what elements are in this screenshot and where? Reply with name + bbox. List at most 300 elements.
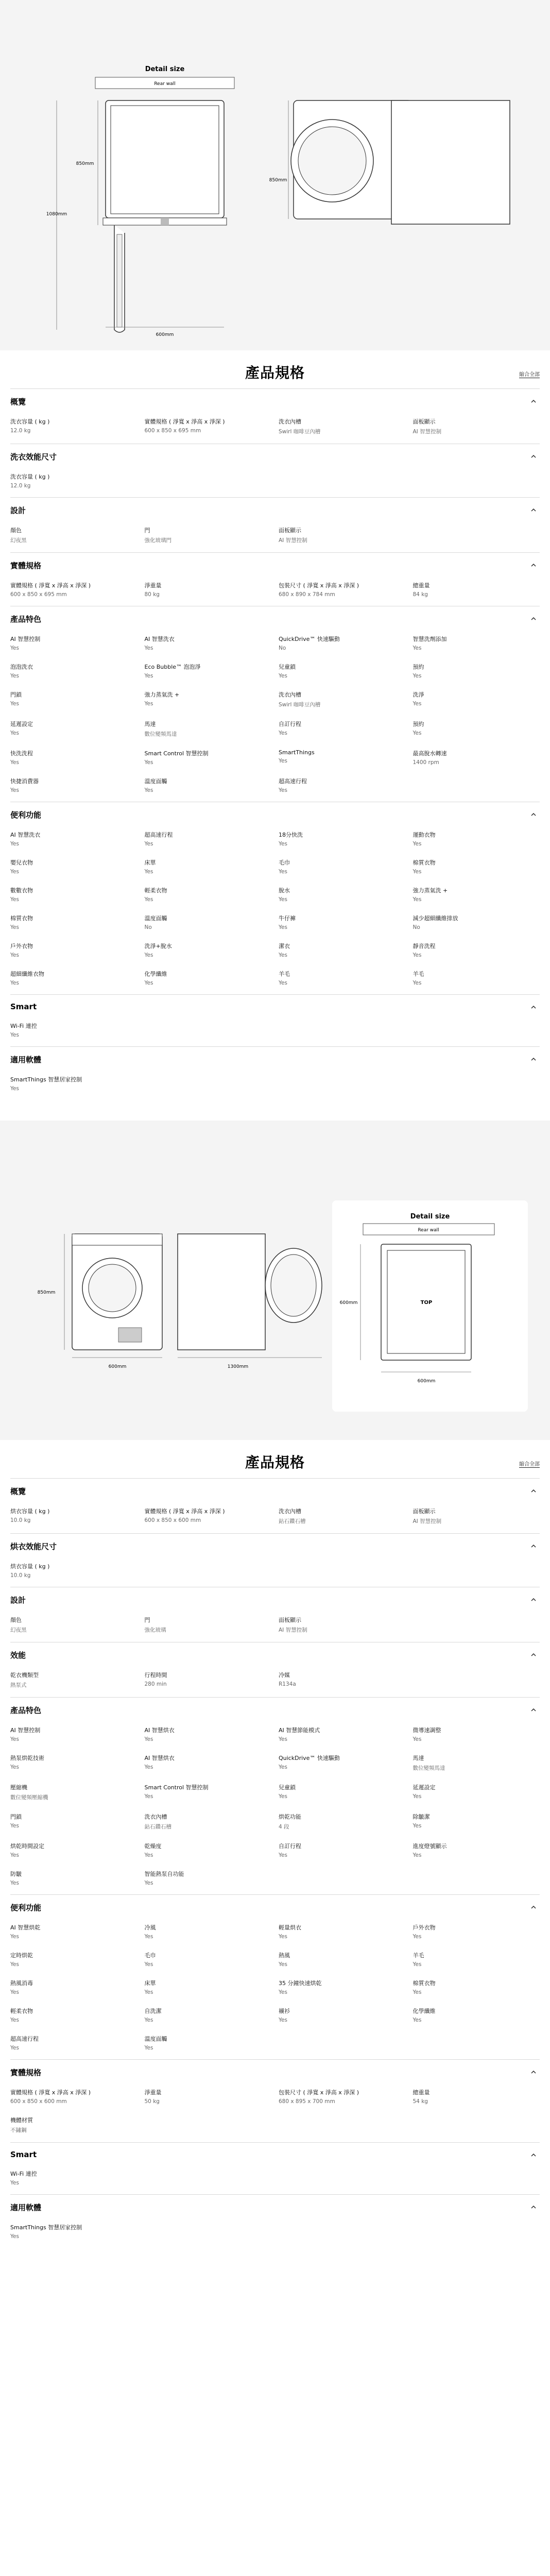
spec-item-label: 烘乾時間設定 xyxy=(10,1843,44,1850)
spec-item-value: Yes xyxy=(413,2017,422,2023)
spec-item-label: 機體材質 xyxy=(10,2117,33,2124)
washer-top-inner xyxy=(111,106,219,214)
section-title[interactable]: 產品特色 xyxy=(10,1706,42,1715)
section-title[interactable]: Smart xyxy=(10,2150,37,2159)
spec-item-label: 輕柔衣物 xyxy=(10,2008,33,2014)
chevron-up-icon[interactable] xyxy=(530,1543,537,1549)
spec-section xyxy=(10,552,540,606)
section-title[interactable]: 設計 xyxy=(10,506,26,515)
spec-item xyxy=(10,2223,138,2240)
spec-item-label: 延遲設定 xyxy=(10,721,33,727)
spec-item-label: 牛仔褲 xyxy=(279,915,296,922)
spec-item-value: Yes xyxy=(413,952,422,958)
spec-item xyxy=(279,749,406,766)
spec-item-value: 600 x 850 x 695 mm xyxy=(10,591,67,598)
spec-item xyxy=(413,1923,540,1940)
spec-item-label: 棉質衣物 xyxy=(413,859,436,866)
spec-item-label: Smart Control 智慧控制 xyxy=(144,1784,209,1791)
spec-item-value: 80 kg xyxy=(144,591,160,598)
spec-item-label: 洗衣容量 ( kg ) xyxy=(10,473,50,480)
spec-item-value: Yes xyxy=(10,1823,19,1829)
spec-item-label: 自洗潔 xyxy=(144,2008,162,2014)
spec-item-label: 床單 xyxy=(144,1980,156,1987)
spec-item-value: Yes xyxy=(279,924,287,930)
spec-section xyxy=(10,994,540,1046)
spec-item-value: 數位變頻馬達 xyxy=(413,1765,445,1771)
spec-item-value: Yes xyxy=(144,1852,153,1858)
spec-item-label: 馬達 xyxy=(413,1755,424,1761)
spec-item-value: AI 智慧控制 xyxy=(413,429,442,435)
spec-item-value: Yes xyxy=(279,952,287,958)
spec-item xyxy=(413,1979,540,1995)
spec-item-label: 戶外衣物 xyxy=(10,943,33,950)
section-title[interactable]: Smart xyxy=(10,1002,37,1011)
spec-item-value: Yes xyxy=(144,2045,153,2051)
spec-item-value: Yes xyxy=(144,1880,153,1886)
spec-item xyxy=(10,914,138,930)
spec-item xyxy=(279,663,406,679)
spec-item-label: 靜音洗程 xyxy=(413,943,436,950)
spec-item-value: 600 x 850 x 695 mm xyxy=(144,428,201,434)
spec-item-label: 乾衣機類型 xyxy=(10,1672,39,1679)
washer-door-glass xyxy=(117,234,122,327)
spec-section xyxy=(10,1046,540,1100)
dryer-detail-width-label: 600mm xyxy=(417,1379,436,1384)
chevron-up-icon[interactable] xyxy=(530,1707,537,1713)
spec-item-label: 烘衣容量 ( kg ) xyxy=(10,1508,50,1515)
spec-item-value: Yes xyxy=(10,1961,19,1968)
spec-grid xyxy=(10,581,540,598)
spec-item-value: Yes xyxy=(144,1793,153,1800)
dryer-dimension-diagram xyxy=(0,1121,550,1440)
chevron-up-icon[interactable] xyxy=(530,1652,537,1658)
spec-item xyxy=(10,1870,138,1886)
spec-item xyxy=(279,1783,406,1801)
spec-section xyxy=(10,2194,540,2248)
washer-hinge xyxy=(161,218,169,225)
spec-item-value: Yes xyxy=(413,730,422,736)
spec-item xyxy=(10,1754,138,1772)
spec-item xyxy=(10,942,138,958)
spec-item-value: 54 kg xyxy=(413,2098,428,2105)
spec-item-value: Yes xyxy=(10,869,19,875)
spec-item-label: 毛巾 xyxy=(279,859,290,866)
spec-sections-2 xyxy=(0,1478,550,2248)
spec-item-label: 面板顯示 xyxy=(279,527,301,534)
spec-item xyxy=(413,581,540,598)
spec-item-label: 運動衣物 xyxy=(413,832,436,838)
spec-grid xyxy=(10,635,540,793)
spec-item-label: 預約 xyxy=(413,664,424,670)
washer-diagram-svg xyxy=(0,0,550,350)
spec-item xyxy=(145,1812,272,1831)
spec-item-label: 行程時間 xyxy=(144,1672,167,1679)
spec-item-label: 顏色 xyxy=(10,527,22,534)
spec-item-label: 實體規格 ( 淨寬 x 淨高 x 淨深 ) xyxy=(144,418,225,425)
spec-item-label: 烘衣容量 ( kg ) xyxy=(10,1563,50,1570)
spec-item xyxy=(279,886,406,903)
spec-item xyxy=(413,635,540,651)
spec-item-label: AI 智慧烘衣 xyxy=(144,1755,175,1761)
spec-item-value: 12.0 kg xyxy=(10,483,31,489)
spec-item xyxy=(10,886,138,903)
spec-item-value: 數位變頻馬達 xyxy=(144,731,177,737)
spec-item-value: Yes xyxy=(279,869,287,875)
spec-item xyxy=(413,2007,540,2023)
spec-item-value: Yes xyxy=(10,1032,19,1038)
section-title[interactable]: 便利功能 xyxy=(10,810,42,820)
spec-item xyxy=(413,1951,540,1968)
spec-item-label: 熱泵烘乾技術 xyxy=(10,1755,44,1761)
chevron-up-icon[interactable] xyxy=(530,2069,537,2075)
spec-item-value: Yes xyxy=(413,701,422,707)
spec-item-label: 淨重量 xyxy=(144,582,162,589)
spec-item-label: 烘乾功能 xyxy=(279,1814,301,1820)
spec-item xyxy=(279,1507,406,1525)
dryer-door-dim-label: 600mm xyxy=(339,1300,358,1306)
dryer-rear-wall-label: Rear wall xyxy=(418,1228,439,1233)
spec-section xyxy=(10,2142,540,2194)
spec-item-value: Yes xyxy=(144,1989,153,1995)
dryer-open-door-glass xyxy=(271,1255,316,1316)
spec-item-label: 淨重量 xyxy=(144,2089,162,2096)
spec-item xyxy=(279,1671,406,1689)
spec-grid xyxy=(10,831,540,986)
spec-item xyxy=(10,526,138,544)
spec-item xyxy=(145,886,272,903)
spec-grid xyxy=(10,1923,540,2051)
spec-item xyxy=(413,1726,540,1742)
spec-item-label: Eco Bubble™ 泡泡淨 xyxy=(144,664,201,670)
spec-item-label: 顏色 xyxy=(10,1617,22,1623)
spec-item-value: Yes xyxy=(10,2180,19,2186)
spec-item xyxy=(279,720,406,738)
spec-item-label: 羊毛 xyxy=(413,971,424,977)
spec-section xyxy=(10,1587,540,1642)
spec-item xyxy=(279,1754,406,1772)
spec-item xyxy=(10,858,138,875)
spec-item xyxy=(279,1812,406,1831)
spec-item xyxy=(10,1923,138,1940)
spec-item-label: 冷媒 xyxy=(279,1672,290,1679)
spec-item-value: Yes xyxy=(10,924,19,930)
spec-item-label: 嬰兒衣物 xyxy=(10,859,33,866)
spec-item-value: No xyxy=(279,645,286,651)
spec-grid xyxy=(10,1671,540,1689)
spec-item-value: R134a xyxy=(279,1681,296,1687)
chevron-up-icon[interactable] xyxy=(530,1597,537,1603)
spec-item-label: 延遲設定 xyxy=(413,1784,436,1791)
spec-item-label: QuickDrive™ 快速驅動 xyxy=(279,636,340,642)
spec-grid xyxy=(10,526,540,544)
spec-block-dryer xyxy=(0,1440,550,2248)
section-title[interactable]: 產品特色 xyxy=(10,615,42,624)
section-title[interactable]: 烘衣效能尺寸 xyxy=(10,1542,57,1551)
spec-item-value: Yes xyxy=(144,1736,153,1742)
spec-item-value: Yes xyxy=(144,952,153,958)
washer-side-view-body xyxy=(391,100,510,224)
dryer-diagram-svg xyxy=(0,1121,550,1440)
spec-item xyxy=(279,858,406,875)
spec-grid xyxy=(10,472,540,489)
spec-item-value: Yes xyxy=(413,841,422,847)
spec-item xyxy=(10,2035,138,2051)
spec-item-value: Yes xyxy=(279,1764,287,1770)
spec-item xyxy=(145,831,272,847)
spec-item-label: 智慧洗劑添加 xyxy=(413,636,447,642)
spec-item xyxy=(10,1979,138,1995)
spec-item-value: Yes xyxy=(279,1961,287,1968)
spec-item-label: 防皺 xyxy=(10,1871,22,1877)
spec-item-value: Yes xyxy=(413,1823,422,1829)
spec-item-label: 羊毛 xyxy=(413,1952,424,1959)
spec-item-label: AI 智慧節能模式 xyxy=(279,1727,320,1734)
section-title[interactable]: 概覽 xyxy=(10,397,26,406)
rear-wall-label: Rear wall xyxy=(154,81,176,87)
spec-item-label: 超細纖維衣物 xyxy=(10,971,44,977)
spec-item xyxy=(145,1507,272,1525)
spec-item xyxy=(145,777,272,793)
section-title[interactable]: 實體規格 xyxy=(10,2068,42,2077)
spec-item-label: 包裝尺寸 ( 淨寬 x 淨高 x 淨深 ) xyxy=(279,2089,359,2096)
spec-item xyxy=(145,1754,272,1772)
section-title[interactable]: 設計 xyxy=(10,1596,26,1605)
spec-item xyxy=(145,1979,272,1995)
spec-item xyxy=(145,914,272,930)
spec-item-value: Yes xyxy=(10,1880,19,1886)
spec-item-label: AI 智慧控制 xyxy=(10,636,41,642)
spec-item-label: 化學纖維 xyxy=(413,2008,436,2014)
spec-item-label: Wi-Fi 連控 xyxy=(10,1023,37,1029)
dryer-control-panel xyxy=(72,1234,162,1245)
spec-item xyxy=(10,1783,138,1801)
section-title[interactable]: 概覽 xyxy=(10,1487,26,1496)
spec-item-value: 1400 rpm xyxy=(413,759,439,766)
chevron-up-icon[interactable] xyxy=(530,1056,537,1062)
chevron-up-icon[interactable] xyxy=(530,453,537,460)
spec-item-label: 溫度面觸 xyxy=(144,778,167,785)
spec-item xyxy=(10,2116,138,2134)
spec-item-value: 4 段 xyxy=(279,1824,289,1830)
spec-item-label: 超高速行程 xyxy=(279,778,307,785)
spec-block-washer xyxy=(0,350,550,1100)
spec-title-2: 產品規格 xyxy=(245,1454,305,1471)
spec-item-value: 50 kg xyxy=(144,2098,160,2105)
spec-item-label: 熱風 xyxy=(279,1952,290,1959)
spec-item-value: Yes xyxy=(10,645,19,651)
spec-item-value: Yes xyxy=(279,841,287,847)
spec-grid xyxy=(10,1022,540,1038)
spec-item-label: 輕柔衣物 xyxy=(144,887,167,894)
spec-item-label: 襯衫 xyxy=(279,2008,290,2014)
spec-section xyxy=(10,1697,540,1894)
spec-item-value: Yes xyxy=(10,1086,19,1092)
spec-item xyxy=(413,417,540,435)
spec-item-label: 潔衣 xyxy=(279,943,290,950)
spec-section xyxy=(10,606,540,802)
spec-grid xyxy=(10,1507,540,1525)
spec-item xyxy=(279,1726,406,1742)
spec-item-label: 實體規格 ( 淨寬 x 淨高 x 淨深 ) xyxy=(10,582,91,589)
spec-item-label: 超高速行程 xyxy=(144,832,173,838)
spec-item-value: 10.0 kg xyxy=(10,1572,31,1579)
spec-item xyxy=(413,1842,540,1858)
spec-header-2 xyxy=(0,1440,550,1478)
spec-item xyxy=(413,942,540,958)
spec-item-value: Yes xyxy=(413,645,422,651)
spec-item-label: SmartThings xyxy=(279,749,315,756)
spec-item-value: Yes xyxy=(144,645,153,651)
spec-item xyxy=(10,1022,138,1038)
section-title[interactable]: 效能 xyxy=(10,1651,26,1660)
spec-item xyxy=(145,858,272,875)
spec-item-label: 冷風 xyxy=(144,1924,156,1931)
spec-item xyxy=(279,970,406,986)
spec-item xyxy=(279,942,406,958)
spec-item-value: Yes xyxy=(413,673,422,679)
spec-item xyxy=(279,526,406,544)
spec-item xyxy=(145,1870,272,1886)
spec-item-value: Yes xyxy=(144,1764,153,1770)
spec-item-value: 84 kg xyxy=(413,591,428,598)
spec-item-label: 床單 xyxy=(144,859,156,866)
spec-item-value: 幻夜黑 xyxy=(10,1627,27,1633)
spec-item-label: 戶外衣物 xyxy=(413,1924,436,1931)
spec-item-value: Yes xyxy=(279,1852,287,1858)
spec-item xyxy=(413,720,540,738)
spec-item-label: 面板顯示 xyxy=(413,418,436,425)
spec-item-label: AI 智慧控制 xyxy=(10,1727,41,1734)
spec-item-value: Yes xyxy=(144,841,153,847)
spec-item xyxy=(145,1616,272,1634)
chevron-up-icon[interactable] xyxy=(530,811,537,818)
spec-item-label: 毛巾 xyxy=(144,1952,156,1959)
spec-item-label: 定時烘乾 xyxy=(10,1952,33,1959)
chevron-up-icon[interactable] xyxy=(530,2152,537,2158)
chevron-up-icon[interactable] xyxy=(530,1488,537,1494)
collapse-all-link-2[interactable]: 縮合全部 xyxy=(519,1460,540,1468)
chevron-up-icon[interactable] xyxy=(530,2204,537,2210)
spec-item-value: 600 x 850 x 600 mm xyxy=(10,2098,67,2105)
spec-item xyxy=(279,1616,406,1634)
chevron-up-icon[interactable] xyxy=(530,507,537,513)
spec-item xyxy=(413,2088,540,2105)
chevron-up-icon[interactable] xyxy=(530,616,537,622)
spec-item-value: AI 智慧控制 xyxy=(279,1627,307,1633)
spec-item-label: Smart Control 智慧控制 xyxy=(144,750,209,757)
spec-item-value: Yes xyxy=(413,1961,422,1968)
spec-item-label: 洗淨+脫水 xyxy=(144,943,172,950)
section-title[interactable]: 適用軟體 xyxy=(10,1055,42,1064)
spec-grid xyxy=(10,1562,540,1579)
spec-item xyxy=(145,635,272,651)
spec-item-label: 泡泡洗衣 xyxy=(10,664,33,670)
section-title[interactable]: 適用軟體 xyxy=(10,2203,42,2212)
spec-item-label: 洗衣內槽 xyxy=(144,1814,167,1820)
spec-item-label: AI 智慧洗衣 xyxy=(144,636,175,642)
chevron-up-icon[interactable] xyxy=(530,562,537,568)
spec-item-label: 輕量烘衣 xyxy=(279,1924,301,1931)
spec-item-label: 智能熱泵自功能 xyxy=(144,1871,184,1877)
spec-item-value: Yes xyxy=(413,1852,422,1858)
chevron-up-icon[interactable] xyxy=(530,1904,537,1910)
spec-item xyxy=(279,777,406,793)
spec-item-value: 280 min xyxy=(144,1681,167,1687)
spec-item-label: Wi-Fi 連控 xyxy=(10,2171,37,2177)
spec-item xyxy=(10,581,138,598)
spec-item-label: 微導速調整 xyxy=(413,1727,441,1734)
spec-item xyxy=(279,2007,406,2023)
spec-item xyxy=(10,831,138,847)
spec-item xyxy=(10,2007,138,2023)
spec-item-value: Yes xyxy=(144,1961,153,1968)
spec-item-label: 快洗洗程 xyxy=(10,750,33,757)
spec-item xyxy=(279,1842,406,1858)
spec-item-label: 預約 xyxy=(413,721,424,727)
dryer-height-dim-label: 850mm xyxy=(37,1290,56,1295)
spec-item xyxy=(10,1562,138,1579)
spec-item xyxy=(10,2088,138,2105)
spec-item-value: Yes xyxy=(279,758,287,764)
spec-item-label: 總重量 xyxy=(413,2089,430,2096)
spec-item-value: Yes xyxy=(10,1934,19,1940)
spec-item-label: 強力蒸氣洗 + xyxy=(144,691,180,698)
spec-section xyxy=(10,1642,540,1697)
section-title[interactable]: 實體規格 xyxy=(10,561,42,570)
spec-item-value: Yes xyxy=(10,787,19,793)
spec-item-label: 羊毛 xyxy=(279,971,290,977)
spec-item xyxy=(145,720,272,738)
spec-item xyxy=(413,1754,540,1772)
spec-item-value: Yes xyxy=(279,1793,287,1800)
spec-item xyxy=(145,942,272,958)
spec-item xyxy=(413,914,540,930)
chevron-up-icon[interactable] xyxy=(530,1004,537,1010)
spec-item-value: Yes xyxy=(10,1989,19,1995)
spec-item-value: 強化玻璃 xyxy=(144,1627,166,1633)
spec-item xyxy=(10,1507,138,1525)
spec-item-value: Yes xyxy=(10,673,19,679)
spec-item xyxy=(10,472,138,489)
dryer-width-dim-label: 600mm xyxy=(108,1364,127,1369)
washer-door-glass-front xyxy=(298,127,366,195)
spec-item xyxy=(10,690,138,708)
spec-item-label: 化學纖維 xyxy=(144,971,167,977)
spec-item-label: 洗衣容量 ( kg ) xyxy=(10,418,50,425)
spec-item xyxy=(413,690,540,708)
section-title[interactable]: 便利功能 xyxy=(10,1903,42,1912)
spec-section xyxy=(10,2059,540,2142)
section-title[interactable]: 洗衣效能尺寸 xyxy=(10,452,57,462)
spec-item-value: Yes xyxy=(144,869,153,875)
spec-grid xyxy=(10,2088,540,2134)
spec-item xyxy=(145,526,272,544)
spec-item xyxy=(413,1812,540,1831)
spec-item-label: 實體規格 ( 淨寬 x 淨高 x 淨深 ) xyxy=(144,1508,225,1515)
spec-item-label: 18分快洗 xyxy=(279,832,303,838)
spec-item-label: 最高脫水轉速 xyxy=(413,750,447,757)
spec-item xyxy=(279,417,406,435)
spec-item xyxy=(10,1726,138,1742)
spec-item-value: 600 x 850 x 600 mm xyxy=(144,1517,201,1523)
collapse-all-link[interactable]: 縮合全部 xyxy=(519,370,540,378)
spec-item-label: 乾燥度 xyxy=(144,1843,162,1850)
spec-item xyxy=(10,720,138,738)
chevron-up-icon[interactable] xyxy=(530,398,537,404)
spec-item-value: Yes xyxy=(10,1764,19,1770)
spec-item-label: 馬達 xyxy=(144,721,156,727)
spec-item-value: 鉆石鑽石槽 xyxy=(279,1518,306,1524)
